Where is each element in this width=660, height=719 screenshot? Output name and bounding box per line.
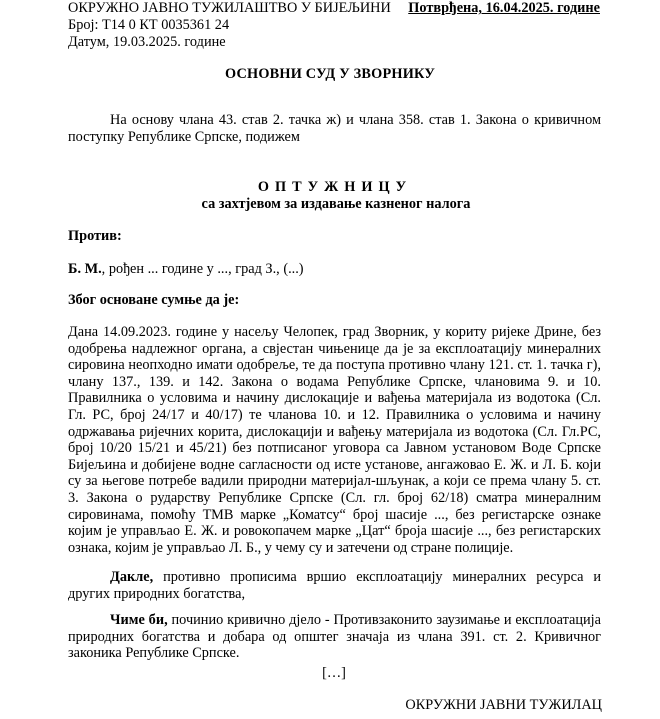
accused-name: Б. М. xyxy=(68,261,102,277)
confirmation-stamp-text: Потврђена, 16.04.2025. године xyxy=(408,0,600,16)
document-subtitle: са захтјевом за издавање казненог налога xyxy=(201,196,471,212)
accused-details: , рођен ... године у ..., град З., (...) xyxy=(101,261,304,277)
facts-paragraph: Дана 14.09.2023. године у насељу Челопек, град Зворник, у кориту ријеке Дрине, без одобрења надлежног органа, а свјестан чињенице да је за експлоатацију минералних сировина неопходно имати одобреље, те да поступа противно члану 121. ст. 1. тачка г), члану 137., 139. и 142. Закона о водама Републике Српске, члановима 9. и 10. Правилника о условима и начину дислокације и вађења материјала из водотока (Сл. Гл. РС, број 24/17 и 40/17) те чланова 10. и 12. Правилника о условима и начину одржавања ријечних корита, дислокацији и вађењу материјала из водотока (Сл. Гл.РС, број 10/20 15/21 и 45/21) без потписаног уговора са Јавном установом Воде Српске Бијељина и добијене водне сагласности од исте установе, ангажовао Е. Ж. и Л. Б. који су за његове потребе вадили природни материјал-шљунак, а који се према члану 5. ст. 3. Закона о рударству Републике Српске (Сл. гл. број 62/18) сматра минералним сировинама, помоћу ТМВ марке „Коматсу“ број шасије ..., без регистарске ознаке којим је управљао Е. Ж. и ровокопачем марке „Цат“ броја шасије ..., без регистарских ознака, којим је управљао Л. Б., у чему су и затечени од стране полиције. xyxy=(68,324,601,556)
therefore-paragraph xyxy=(68,569,601,602)
issuing-office: ОКРУЖНО ЈАВНО ТУЖИЛАШТВО У БИЈЕЉИНИ xyxy=(68,0,391,16)
omission-marker: […] xyxy=(322,665,346,681)
therefore-lead: Дакле, xyxy=(110,569,154,585)
offense-text: починио кривично дјело - Противзаконито заузимање и експлоатација природних богатства и добара од општег значаја из члана 391. ст. 2. Кривичног законика Републике Српске. xyxy=(68,612,601,662)
offense-paragraph xyxy=(68,612,601,662)
court-heading: ОСНОВНИ СУД У ЗВОРНИКУ xyxy=(224,66,436,82)
suspicion-label: Због основане сумње да је: xyxy=(68,292,240,308)
legal-basis-paragraph: На основу члана 43. став 2. тачка ж) и члана 358. став 1. Закона о кривичном поступку Републике Српске, подижем xyxy=(68,112,601,145)
signature-title: ОКРУЖНИ ЈАВНИ ТУЖИЛАЦ xyxy=(405,697,602,713)
offense-lead: Чиме би, xyxy=(110,612,168,628)
against-label: Против: xyxy=(68,228,122,244)
therefore-text: противно прописима вршио експлоатацију минералних ресурса и других природних богатства, xyxy=(68,569,601,602)
document-date: Датум, 19.03.2025. године xyxy=(68,34,226,50)
accused-line xyxy=(68,261,304,278)
case-number: Број: Т14 0 КТ 0035361 24 xyxy=(68,17,230,33)
document-title: ОПТУЖНИЦУ xyxy=(257,179,413,195)
